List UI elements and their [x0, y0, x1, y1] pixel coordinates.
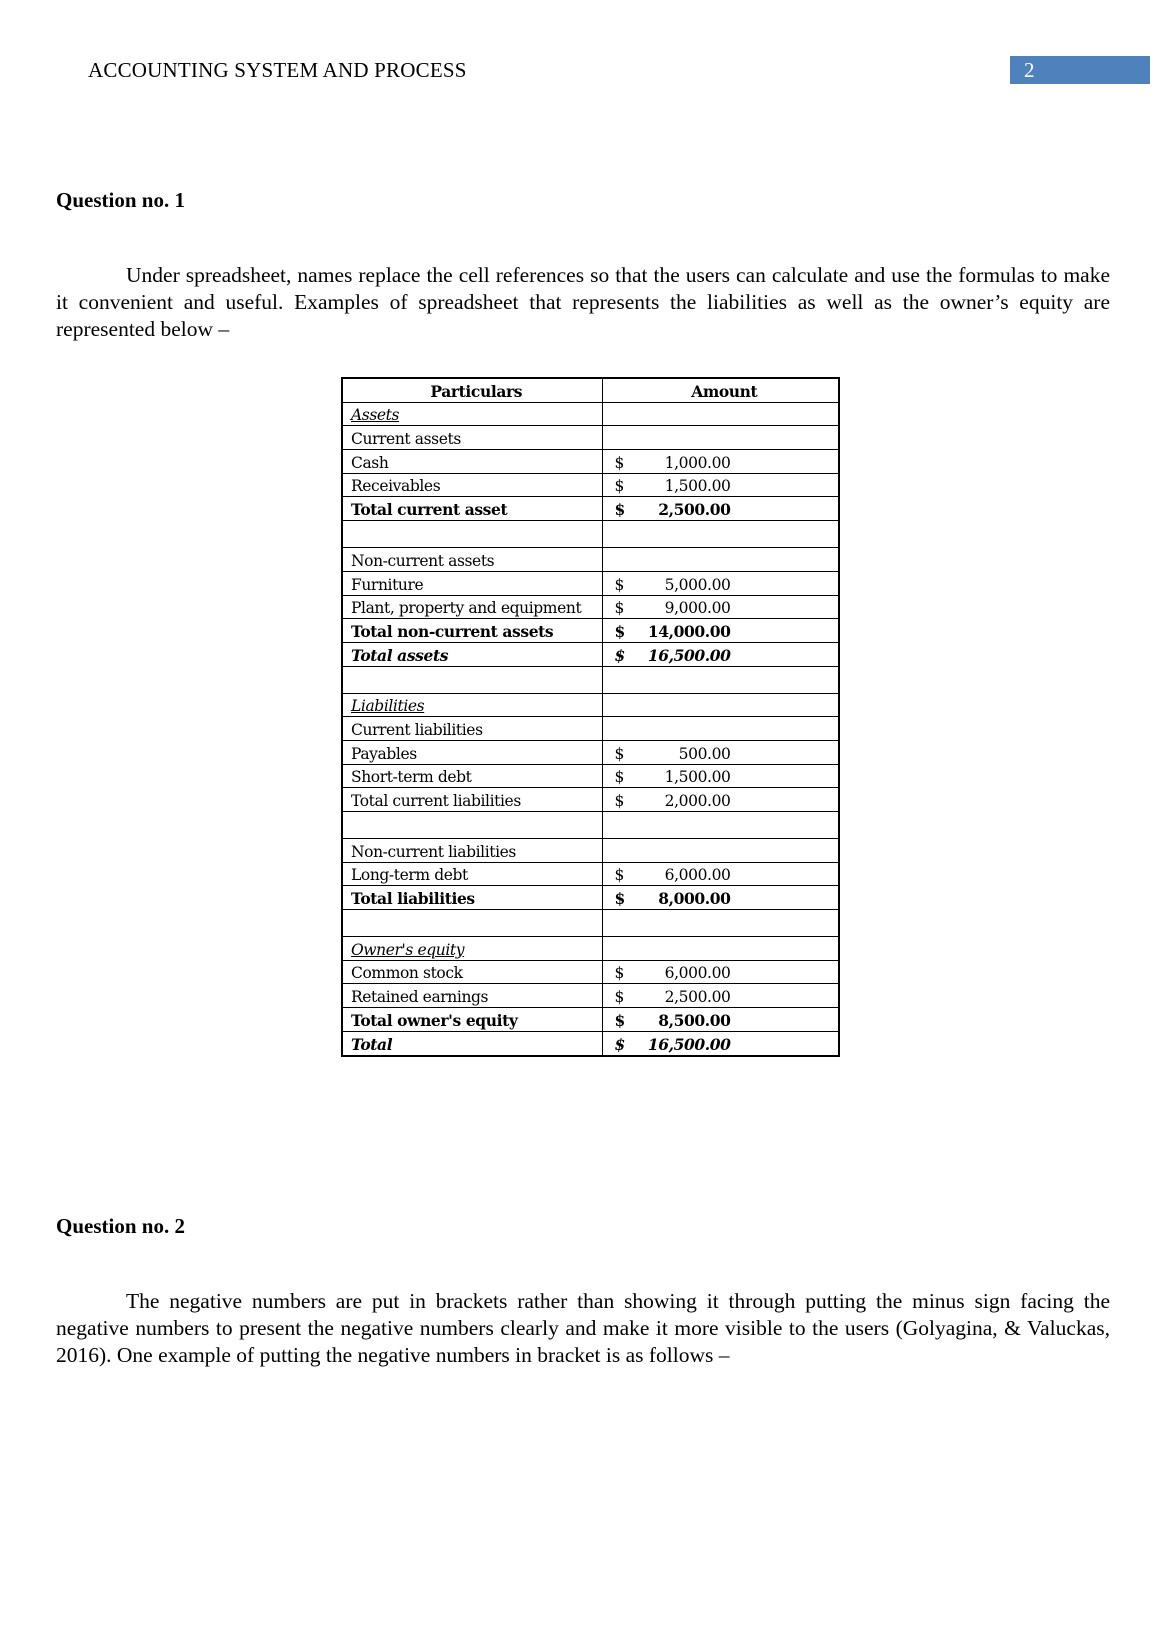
question-2-heading: Question no. 2 [56, 1214, 185, 1238]
currency-symbol: $ [614, 792, 624, 810]
currency-symbol: $ [614, 477, 624, 496]
row-label: Long-term debt [342, 862, 602, 886]
table-row [342, 450, 839, 474]
row-amount [602, 788, 839, 812]
row-amount [602, 740, 839, 764]
row-label: Assets [342, 402, 602, 426]
amount-value: 1,000.00 [664, 453, 731, 472]
question-1-paragraph: Under spreadsheet, names replace the cell references so that the users can calculate and use the formulas to make it convenient and useful. Examples of spreadsheet that represents the liabilities as well as the owner’s equity are represented below – [56, 263, 1110, 341]
row-amount [602, 497, 839, 521]
row-amount [602, 521, 839, 548]
balance-sheet-table [341, 377, 840, 1057]
currency-symbol: $ [614, 500, 625, 520]
amount-value: 9,000.00 [664, 599, 731, 618]
table-row [342, 812, 839, 839]
row-amount [602, 571, 839, 595]
currency-symbol: $ [614, 575, 624, 594]
currency-symbol: $ [614, 964, 624, 983]
amount-value: 8,000.00 [658, 889, 731, 909]
currency-symbol: $ [614, 866, 624, 885]
currency-symbol: $ [614, 453, 624, 472]
amount-value: 1,500.00 [664, 768, 731, 787]
row-label: Total assets [342, 642, 602, 666]
question-2-paragraph: The negative numbers are put in brackets rather than showing it through putting the minus sign facing the negative numbers to present the negative numbers clearly and make it more visible to the users (Golyagina, & Valuckas, 2016). One example of putting the negative numbers in bracket is as follows – [56, 1289, 1110, 1367]
table-row [342, 473, 839, 497]
row-amount [602, 619, 839, 643]
row-label: Total current asset [342, 497, 602, 521]
amount-value: 500.00 [678, 744, 731, 763]
table-row [342, 1008, 839, 1032]
row-label: Cash [342, 450, 602, 474]
table-row [342, 886, 839, 910]
row-amount [602, 426, 839, 450]
row-label: Current assets [342, 426, 602, 450]
table-row [342, 984, 839, 1008]
currency-symbol: $ [614, 744, 624, 763]
amount-value: 6,000.00 [664, 866, 731, 885]
row-amount [602, 937, 839, 961]
table-row [342, 1031, 839, 1055]
row-label: Common stock [342, 960, 602, 984]
amount-value: 2,000.00 [664, 792, 731, 810]
row-amount [602, 642, 839, 666]
row-label: Current liabilities [342, 717, 602, 741]
table-header-row [342, 378, 839, 402]
row-label: Total owner's equity [342, 1008, 602, 1032]
table-row [342, 960, 839, 984]
row-amount [602, 717, 839, 741]
amount-value: 2,500.00 [658, 500, 731, 520]
row-amount [602, 839, 839, 863]
row-label: Furniture [342, 571, 602, 595]
table-row [342, 937, 839, 961]
row-label: Non-current assets [342, 548, 602, 572]
row-label: Total [342, 1031, 602, 1055]
row-label: Retained earnings [342, 984, 602, 1008]
table-row [342, 619, 839, 643]
row-amount [602, 1031, 839, 1055]
table-row [342, 548, 839, 572]
row-amount [602, 595, 839, 619]
currency-symbol: $ [614, 621, 625, 641]
table-row [342, 595, 839, 619]
table-row [342, 788, 839, 812]
row-label: Liabilities [342, 693, 602, 717]
currency-symbol: $ [614, 1034, 625, 1054]
row-amount [602, 960, 839, 984]
table-row [342, 764, 839, 788]
running-head-title: ACCOUNTING SYSTEM AND PROCESS [88, 58, 467, 82]
table-row [342, 839, 839, 863]
table-body [342, 402, 839, 1055]
row-amount [602, 812, 839, 839]
amount-value: 6,000.00 [664, 964, 731, 983]
table-row [342, 910, 839, 937]
page-number: 2 [1010, 56, 1150, 84]
row-label: Short-term debt [342, 764, 602, 788]
row-amount [602, 666, 839, 693]
currency-symbol: $ [614, 645, 625, 665]
row-label: Owner's equity [342, 937, 602, 961]
table-row [342, 666, 839, 693]
row-label [342, 521, 602, 548]
row-amount [602, 910, 839, 937]
row-label: Plant, property and equipment [342, 595, 602, 619]
amount-value: 2,500.00 [664, 988, 731, 1007]
row-amount [602, 402, 839, 426]
currency-symbol: $ [614, 889, 625, 909]
row-label [342, 910, 602, 937]
table-row [342, 497, 839, 521]
row-amount [602, 886, 839, 910]
row-amount [602, 450, 839, 474]
currency-symbol: $ [614, 768, 624, 787]
table-row [342, 693, 839, 717]
row-amount [602, 1008, 839, 1032]
row-label: Total current liabilities [342, 788, 602, 812]
row-amount [602, 693, 839, 717]
row-label [342, 812, 602, 839]
row-label: Non-current liabilities [342, 839, 602, 863]
table-row [342, 717, 839, 741]
column-header-particulars: Particulars [342, 378, 602, 402]
row-label: Total non-current assets [342, 619, 602, 643]
table-row [342, 426, 839, 450]
table-row [342, 402, 839, 426]
amount-value: 16,500.00 [647, 1034, 731, 1054]
table-row [342, 862, 839, 886]
amount-value: 14,000.00 [647, 621, 731, 641]
row-amount [602, 764, 839, 788]
row-amount [602, 984, 839, 1008]
row-label [342, 666, 602, 693]
question-1-heading: Question no. 1 [56, 188, 185, 212]
row-amount [602, 862, 839, 886]
amount-value: 1,500.00 [664, 477, 731, 496]
table-row [342, 521, 839, 548]
row-amount [602, 548, 839, 572]
row-label: Total liabilities [342, 886, 602, 910]
row-label: Payables [342, 740, 602, 764]
amount-value: 8,500.00 [658, 1010, 731, 1030]
currency-symbol: $ [614, 599, 624, 618]
amount-value: 5,000.00 [664, 575, 731, 594]
column-header-amount: Amount [602, 378, 839, 402]
currency-symbol: $ [614, 988, 624, 1007]
table-row [342, 571, 839, 595]
row-amount [602, 473, 839, 497]
table-row [342, 740, 839, 764]
amount-value: 16,500.00 [647, 645, 731, 665]
currency-symbol: $ [614, 1010, 625, 1030]
table-row [342, 642, 839, 666]
row-label: Receivables [342, 473, 602, 497]
